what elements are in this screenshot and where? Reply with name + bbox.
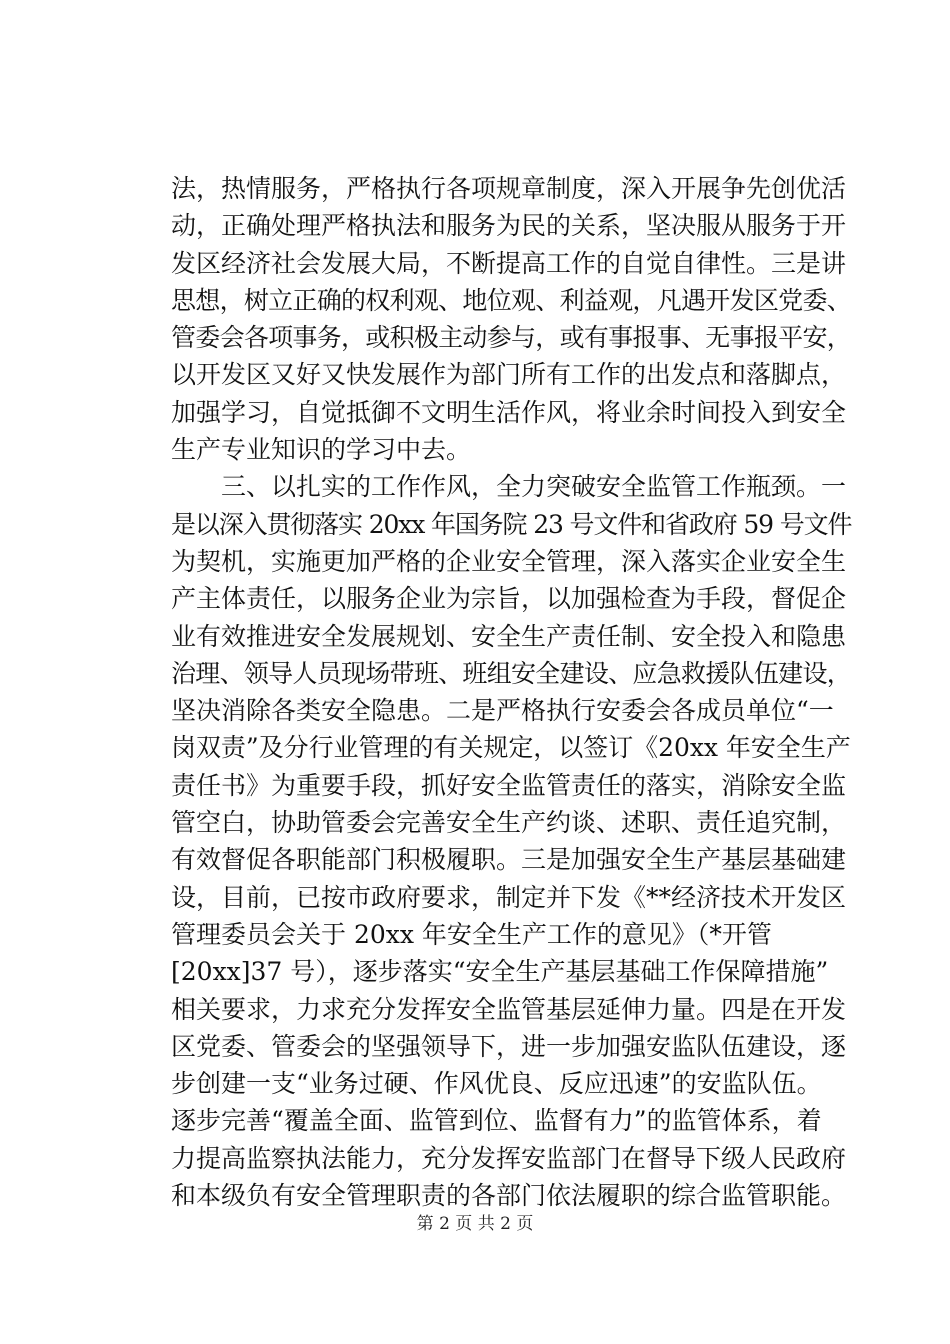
- text-line: 动，正确处理严格执法和服务为民的关系，坚决服从服务于开: [171, 211, 847, 241]
- text-line: 产主体责任，以服务企业为宗旨，以加强检查为手段，督促企: [171, 584, 847, 614]
- text-line: 管空白，协助管委会完善安全生产约谈、述职、责任追究制，: [171, 808, 847, 838]
- text-line: 三、以扎实的工作作风，全力突破安全监管工作瓶颈。一: [171, 472, 847, 502]
- text-line: 责任书》为重要手段，抓好安全监管责任的落实，消除安全监: [171, 770, 847, 800]
- text-line: 坚决消除各类安全隐患。二是严格执行安委会各成员单位“一: [171, 696, 834, 726]
- text-line: 法，热情服务，严格执行各项规章制度，深入开展争先创优活: [171, 174, 847, 203]
- body-text: [171, 170, 851, 1214]
- text-line: 治理、领导人员现场带班、班组安全建设、应急救援队伍建设，: [171, 658, 852, 688]
- text-line: 管理委员会关于 20xx 年安全生产工作的意见》（*开管: [171, 919, 772, 949]
- text-line: 为契机，实施更加严格的企业安全管理，深入落实企业安全生: [171, 546, 847, 576]
- page-footer: 第 2 页 共 2 页: [416, 1214, 534, 1234]
- text-line: 管委会各项事务，或积极主动参与，或有事报事、无事报平安，: [171, 323, 852, 353]
- text-line: [20xx]37 号），逐步落实“安全生产基层基础工作保障措施”: [171, 957, 829, 987]
- text-line: 力提高监察执法能力，充分发挥安监部门在督导下级人民政府: [171, 1143, 847, 1173]
- text-line: 加强学习，自觉抵御不文明生活作风，将业余时间投入到安全: [171, 397, 847, 427]
- text-line: 逐步完善“覆盖全面、监管到位、监督有力”的监管体系，着: [171, 1106, 822, 1136]
- text-line: 设，目前，已按市政府要求，制定并下发《**经济技术开发区: [171, 882, 847, 912]
- text-line: 相关要求，力求充分发挥安全监管基层延伸力量。四是在开发: [171, 994, 847, 1024]
- text-line: 和本级负有安全管理职责的各部门依法履职的综合监管职能。: [171, 1181, 847, 1211]
- text-line: 区党委、管委会的坚强领导下，进一步加强安监队伍建设，逐: [171, 1031, 847, 1061]
- text-line: 岗双责”及分行业管理的有关规定，以签订《20xx 年安全生产: [171, 733, 851, 763]
- text-line: 是以深入贯彻落实 20xx 年国务院 23 号文件和省政府 59 号文件: [171, 509, 852, 539]
- text-line: 以开发区又好又快发展作为部门所有工作的出发点和落脚点，: [171, 360, 847, 390]
- text-line: 生产专业知识的学习中去。: [171, 435, 472, 465]
- text-line: 有效督促各职能部门积极履职。三是加强安全生产基层基础建: [171, 845, 847, 875]
- text-line: 发区经济社会发展大局，不断提高工作的自觉自律性。三是讲: [171, 248, 847, 278]
- text-line: 业有效推进安全发展规划、安全生产责任制、安全投入和隐患: [171, 621, 847, 651]
- text-line: 思想，树立正确的权利观、地位观、利益观，凡遇开发区党委、: [171, 285, 852, 315]
- text-line: 步创建一支“业务过硬、作风优良、反应迅速”的安监队伍。: [171, 1069, 822, 1099]
